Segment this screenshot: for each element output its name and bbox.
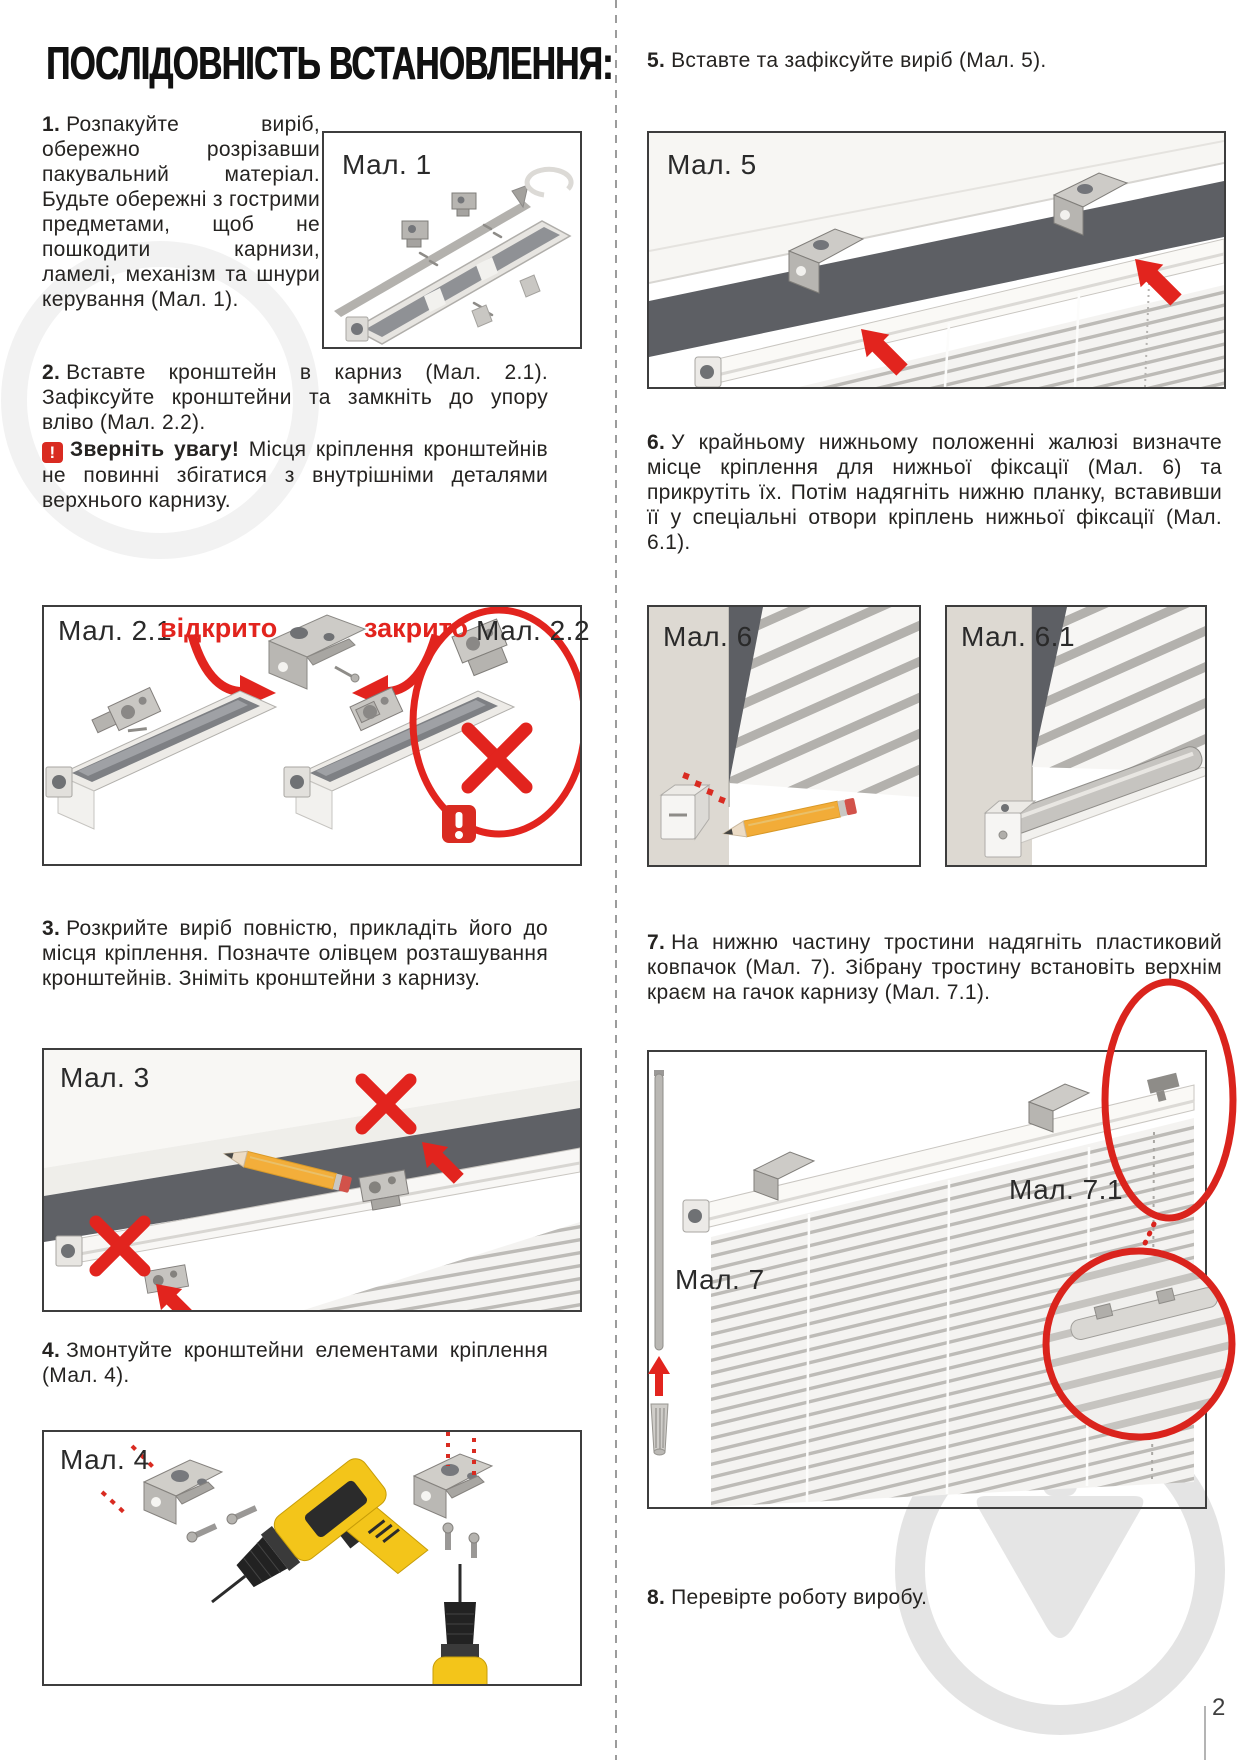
step-1-number: 1.	[42, 113, 61, 136]
page-number-rule	[1204, 1706, 1206, 1760]
figure-3	[42, 1048, 582, 1312]
step-7-text: На нижню частину тростини надягніть пластиковий ковпачок (Мал. 7). Зібрану тростину встановіть верхнім краєм на гачок карнизу (Мал. 7.1).	[647, 931, 1222, 1004]
figure-4-label: Мал. 4	[60, 1444, 150, 1475]
pencil-icon	[722, 798, 857, 842]
figure-2-2-label: Мал. 2.2	[476, 615, 591, 646]
figure-2-1-label: Мал. 2.1	[58, 615, 173, 646]
step-7-number: 7.	[647, 931, 666, 954]
bracket-icon	[269, 615, 365, 689]
figure-3-label: Мал. 3	[60, 1062, 150, 1093]
step-8-number: 8.	[647, 1586, 666, 1609]
figure-7	[647, 1050, 1207, 1509]
warning-text: Місця кріплення кронштейнів не повинні збігатися з внутрішніми деталями верхнього карнизу.	[42, 438, 548, 512]
step-5-number: 5.	[647, 49, 666, 72]
red-x-icon	[468, 729, 526, 787]
drill-icon	[195, 1454, 431, 1675]
figure-1-label: Мал. 1	[342, 149, 432, 180]
cornice-open-illustration	[46, 688, 276, 829]
step-5	[647, 48, 1222, 73]
drill-icon	[433, 1564, 552, 1684]
screws	[443, 1523, 479, 1558]
state-closed-label: закрито	[364, 613, 469, 643]
wand-rod-icon	[654, 1070, 664, 1350]
page-title: ПОСЛІДОВНІСТЬ ВСТАНОВЛЕННЯ:	[46, 37, 613, 89]
figure-6-1	[945, 605, 1207, 867]
step-1	[42, 112, 320, 312]
plastic-cap-icon	[651, 1404, 668, 1455]
bracket-icon	[144, 1460, 222, 1524]
figure-6	[647, 605, 921, 867]
step-3-number: 3.	[42, 917, 61, 940]
step-3	[42, 916, 548, 991]
bracket-icon	[414, 1454, 492, 1518]
figure-6-label: Мал. 6	[663, 621, 753, 652]
figure-5	[647, 131, 1226, 389]
bracket-icon	[452, 193, 476, 216]
red-up-arrow-icon	[648, 1356, 670, 1396]
step-1-text: Розпакуйте виріб, обережно розрізавши пакувальний матеріал. Будьте обережні з гострими предметами, щоб не пошкодити карнизи, ламелі, механізм та шнури керування (Мал. 1).	[42, 113, 320, 311]
step-4	[42, 1338, 548, 1388]
step-8-text: Перевірте роботу виробу.	[671, 1586, 928, 1609]
figure-5-label: Мал. 5	[667, 149, 757, 180]
warning-icon: !	[42, 442, 63, 463]
step-4-number: 4.	[42, 1339, 61, 1362]
cornice-closed-illustration	[284, 688, 514, 829]
step-6-number: 6.	[647, 431, 666, 454]
figure-2	[42, 605, 591, 866]
state-open-label: відкрито	[160, 613, 278, 643]
screws	[187, 1508, 256, 1542]
figure-7-label: Мал. 7	[675, 1264, 765, 1295]
figure-4	[42, 1430, 582, 1686]
step-2-warning	[42, 437, 548, 513]
page-number: 2	[1212, 1694, 1226, 1721]
exclamation-badge-icon	[442, 805, 476, 843]
figure-1	[322, 131, 582, 349]
step-4-text: Змонтуйте кронштейни елементами кріплення (Мал. 4).	[42, 1339, 548, 1387]
step-6	[647, 430, 1222, 555]
step-5-text: Вставте та зафіксуйте виріб (Мал. 5).	[671, 49, 1047, 72]
bracket-icon	[402, 221, 428, 247]
step-7	[647, 930, 1222, 1005]
step-6-text: У крайньому нижньому положенні жалюзі визначте місце кріплення для нижньої фіксації (Мал. 6) та прикрутіть їх. Потім надягніть нижню планку, вставивши її у спеціальні отвори кріплень нижньої фіксації (Мал. 6.1).	[647, 431, 1222, 554]
step-2-text: Вставте кронштейн в карниз (Мал. 2.1). Зафіксуйте кронштейни та замкніть до упору вліво (Мал. 2.2).	[42, 361, 548, 434]
warning-lead: Зверніть увагу!	[70, 438, 240, 461]
step-2-number: 2.	[42, 361, 61, 384]
step-3-text: Розкрийте виріб повністю, прикладіть його до місця кріплення. Позначте олівцем розташування кронштейнів. Зніміть кронштейни з карнизу.	[42, 917, 548, 990]
column-divider	[615, 0, 617, 1760]
figure-7-1-label: Мал. 7.1	[1009, 1174, 1124, 1205]
step-8	[647, 1585, 1222, 1610]
step-2	[42, 360, 548, 435]
figure-6-1-label: Мал. 6.1	[961, 621, 1076, 652]
